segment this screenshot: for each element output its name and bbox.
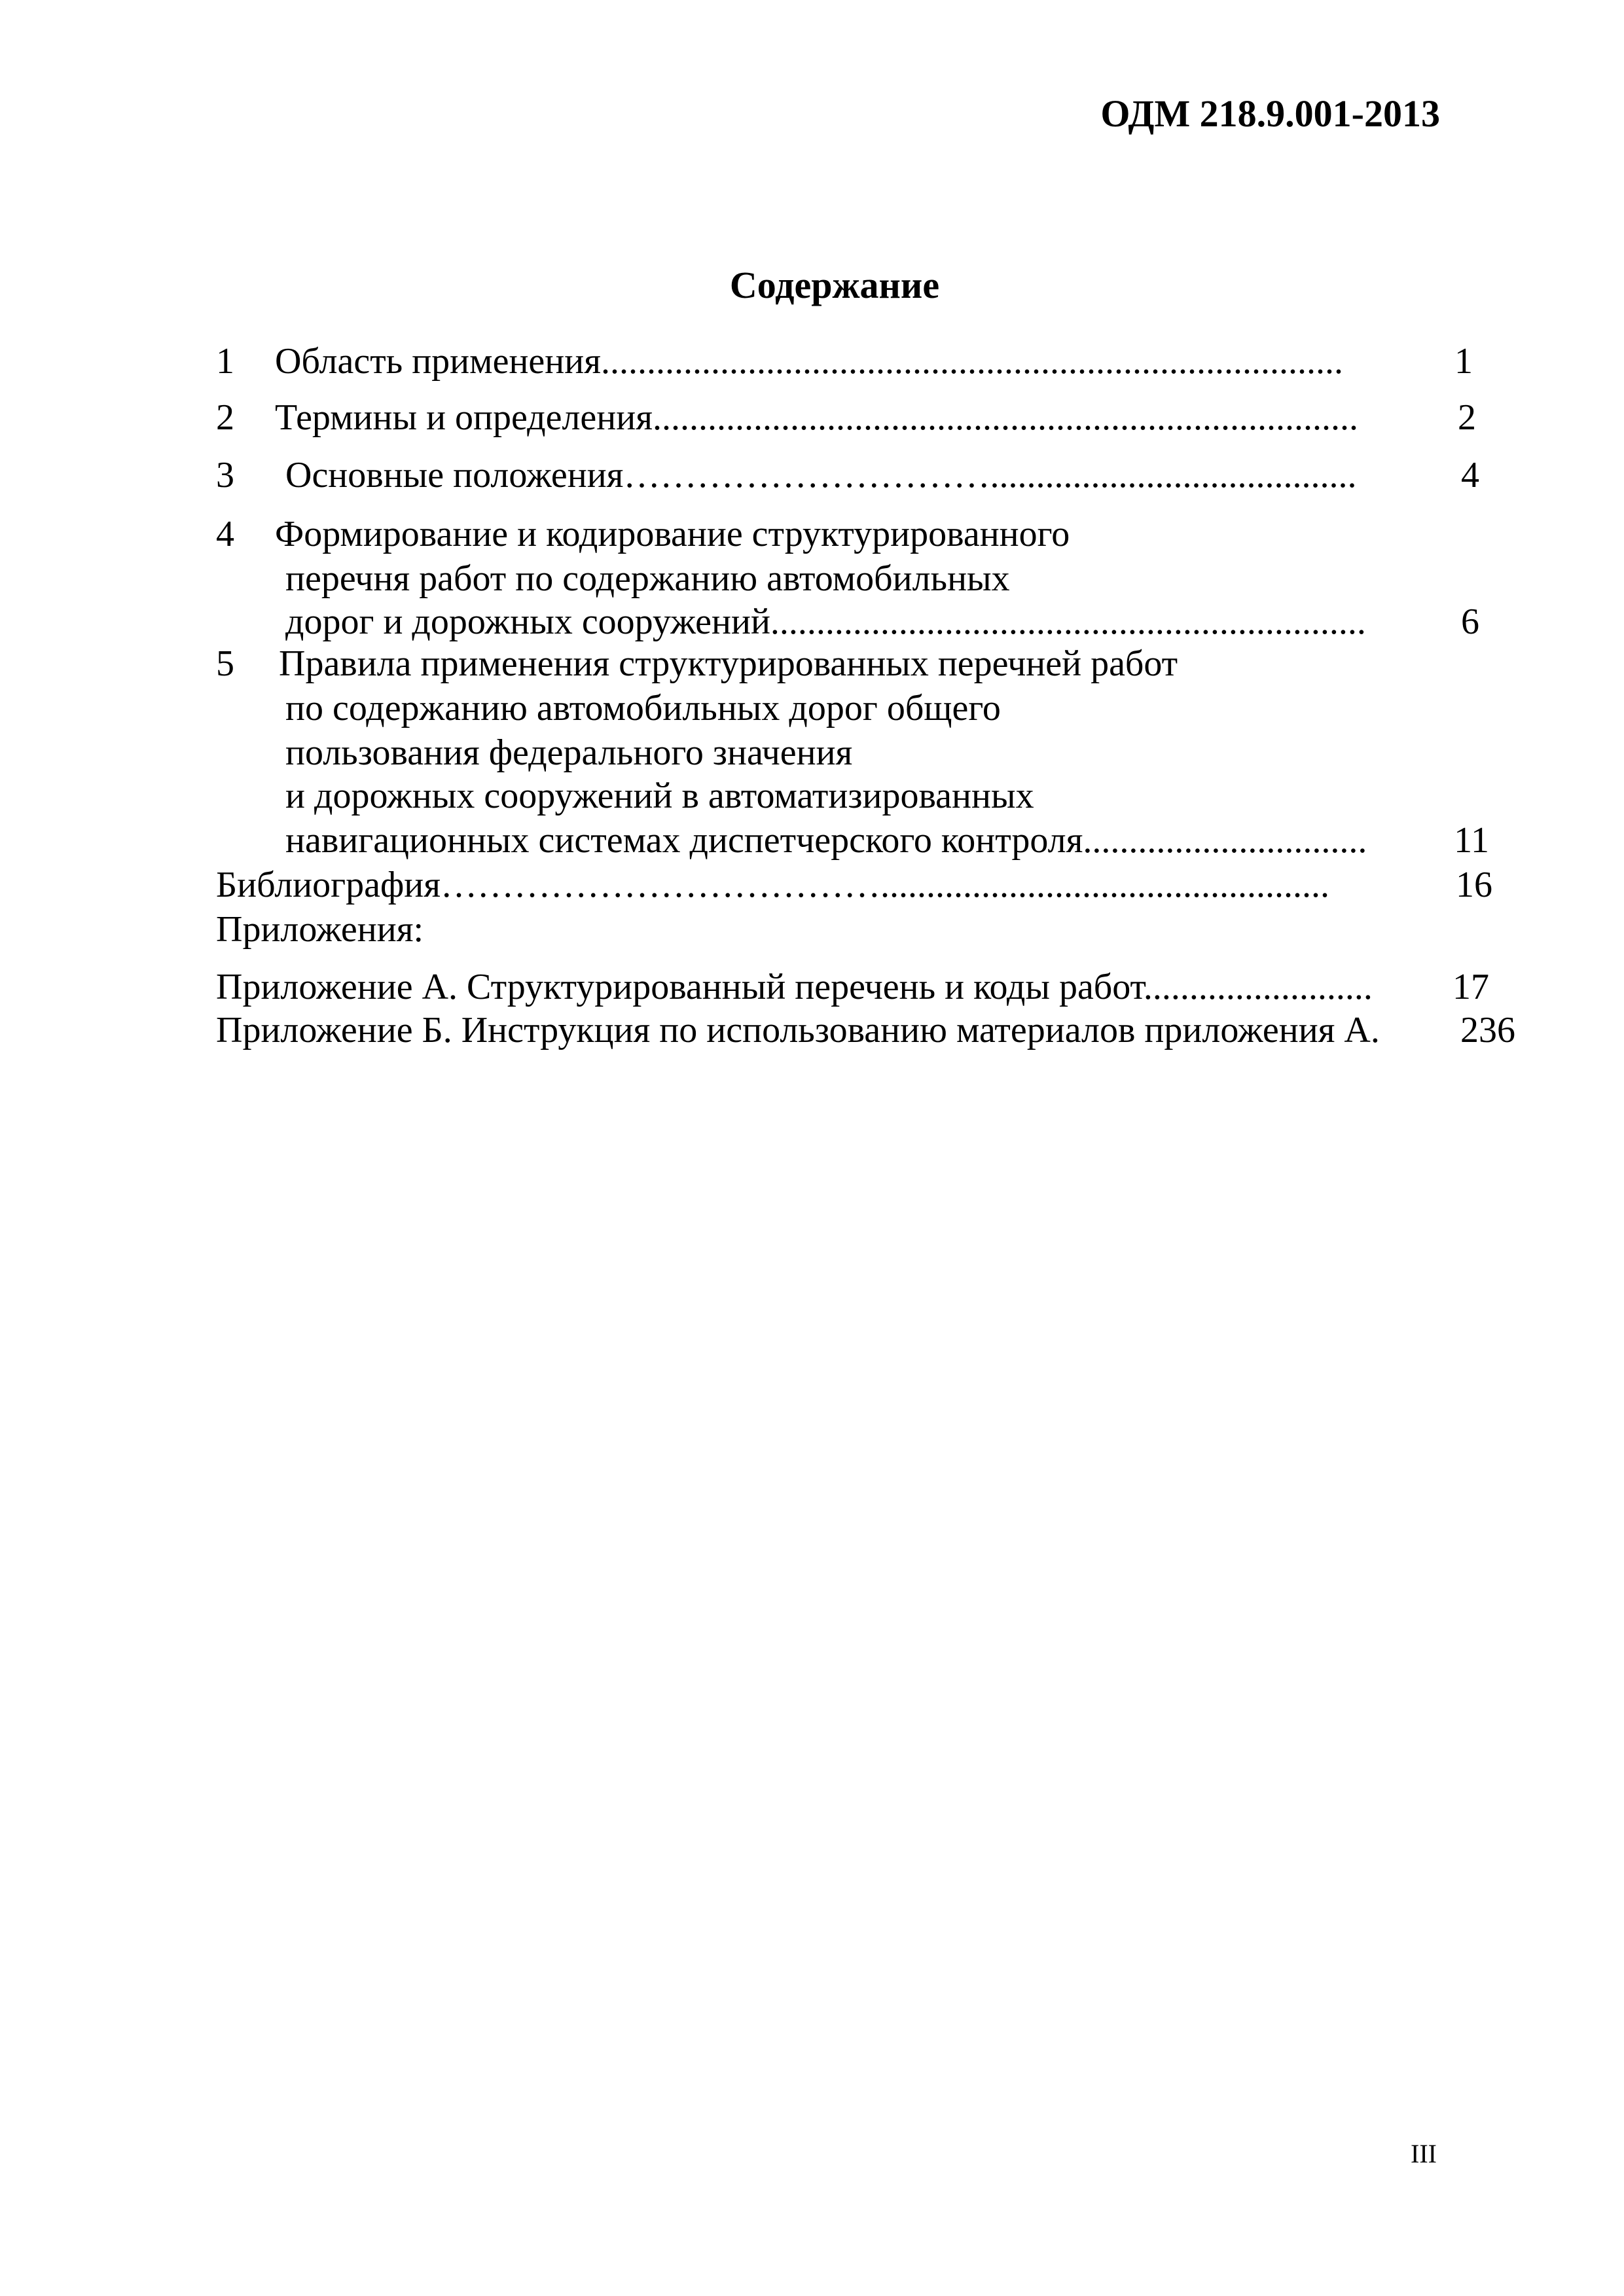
toc-entry-5-text-line-1: Правила применения структурированных перечней работ [279,643,1178,684]
toc-bibliography-leader: ………………………………................................................. [440,865,1329,905]
toc-entry-5-text-line-2: по содержанию автомобильных дорог общего [285,688,1001,728]
toc-appendix-b-page: 236 [1460,1010,1515,1050]
page-number: III [1411,2139,1437,2168]
toc-entry-5-number: 5 [216,643,234,684]
toc-entry-5-text-line-4: и дорожных сооружений в автоматизированных [285,776,1034,816]
toc-entry-4-title-line-3: дорог и дорожных сооружений................................................................. [285,601,1366,642]
toc-entry-2-number: 2 [216,397,234,438]
toc-bibliography [0,864,1506,906]
toc-entry-4-number: 4 [216,514,234,554]
toc-appendix-b-title: Приложение Б. Инструкция по использованию материалов приложения А. [216,1010,1380,1050]
toc-entry-4-line-3 [0,601,1506,643]
toc-entry-3-leader: …………………………........................................ [623,455,1357,495]
toc-entry-2-page: 2 [1458,397,1476,438]
toc-appendix-a [0,966,1506,1008]
toc-entry-1-page: 1 [1454,341,1473,382]
toc-appendix-a-title: Приложение А. Структурированный перечень и коды работ......................... [216,967,1373,1007]
toc-entry-3-page: 4 [1461,455,1479,495]
toc-entry-1-leader: ................................................................................. [600,341,1343,382]
toc-entry-5-line-5 [0,819,1506,861]
toc-appendix-a-leader: ......................... [1143,967,1373,1007]
toc-entry-4-leader: ................................................................. [770,601,1366,642]
toc-entry-5-leader: ............................... [1083,820,1367,861]
toc-entry-4-text-line-2: перечня работ по содержанию автомобильных [285,558,1010,599]
toc-bibliography-page: 16 [1456,865,1492,905]
toc-entry-2 [0,397,1506,439]
toc-entry-2-leader: ............................................................................. [652,397,1358,438]
toc-title: Содержание [729,264,940,306]
toc-entry-5-text-line-3: пользования федерального значения [285,732,853,773]
toc-appendix-b [0,1009,1532,1051]
toc-entry-1-number: 1 [216,341,234,382]
toc-entry-2-title: Термины и определения............................................................................. [275,397,1358,438]
toc-appendix-a-page: 17 [1453,967,1489,1007]
toc-entry-3 [0,454,1506,496]
document-code: ОДМ 218.9.001-2013 [1100,92,1440,135]
toc-entry-1-title: Область применения................................................................................. [275,341,1343,382]
toc-entry-1 [0,340,1506,382]
toc-entry-5-page: 11 [1454,820,1489,861]
toc-bibliography-title: Библиография………………………………................................................. [216,865,1329,905]
toc-entry-4-text-line-1: Формирование и кодирование структурированного [275,514,1070,554]
toc-entry-5-line-1 [0,643,1506,685]
toc-entry-3-number: 3 [216,455,234,495]
toc-entry-4-line-1 [0,513,1506,555]
toc-appendices-label: Приложения: [216,909,424,950]
toc-entry-4-page: 6 [1461,601,1479,642]
toc-entry-5-title-line-5: навигационных системах диспетчерского контроля............................... [285,820,1367,861]
toc-entry-3-title: Основные положения…………………………........................................ [285,455,1357,495]
